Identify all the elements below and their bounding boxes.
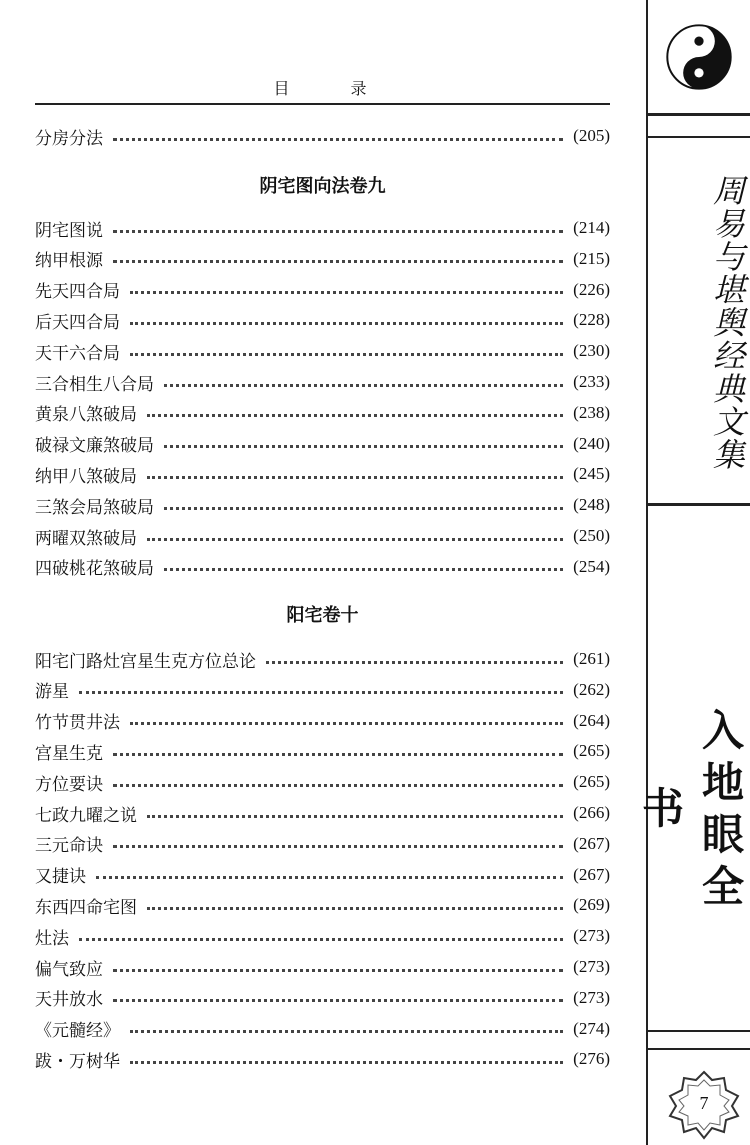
toc-entry-page: (226) [573, 279, 610, 299]
toc-entry [35, 398, 610, 428]
toc-entry [35, 798, 610, 828]
toc-entry [35, 121, 610, 151]
dot-leader [266, 661, 563, 664]
toc-entry-title: 三合相生八合局 [35, 374, 154, 395]
toc-entry-page: (238) [573, 402, 610, 422]
toc-entry-page: (265) [573, 741, 610, 761]
toc-entry [35, 983, 610, 1013]
toc-entry-title: 纳甲根源 [35, 251, 103, 272]
dot-leader [147, 476, 563, 479]
toc-entry-page: (273) [573, 957, 610, 976]
sidebar-divider [646, 1030, 750, 1032]
dot-leader [113, 969, 563, 972]
toc-entry [35, 1044, 610, 1074]
dot-leader [113, 753, 563, 756]
dot-leader [113, 260, 563, 263]
page-header-title: 目 录 [273, 79, 395, 98]
dot-leader [130, 353, 563, 356]
toc-entry-page: (233) [573, 372, 610, 391]
dot-leader [147, 538, 563, 541]
toc-entry-title: 《元髓经》 [35, 1021, 120, 1042]
dot-leader [113, 138, 563, 141]
dot-leader [113, 784, 563, 787]
sidebar-divider [646, 1048, 750, 1050]
toc-entry-title: 又捷诀 [35, 867, 86, 888]
toc-entry [35, 244, 610, 274]
sidebar-divider [646, 503, 750, 506]
toc-entry-page: (261) [573, 649, 610, 668]
toc-entry-title: 偏气致应 [35, 959, 103, 980]
toc-entry-title: 竹节贯井法 [35, 713, 120, 734]
toc-entry [35, 952, 610, 982]
toc-entry [35, 767, 610, 797]
section-heading-9: 阴宅图向法卷九 [259, 176, 386, 197]
dot-leader [147, 414, 563, 417]
toc-entry-page: (266) [573, 803, 610, 822]
sidebar-divider [646, 136, 750, 138]
toc-entry [35, 736, 610, 766]
toc-entry-title: 天井放水 [35, 990, 103, 1011]
toc-entry-page: (248) [573, 495, 610, 515]
toc-entry-title: 分房分法 [35, 128, 103, 149]
toc-entry-page: (230) [573, 341, 610, 361]
dot-leader [130, 291, 563, 294]
toc-entry [35, 429, 610, 459]
toc-entry-page: (214) [573, 218, 610, 237]
toc-entry [35, 1014, 610, 1044]
dot-leader [164, 384, 563, 387]
yin-yang-icon [666, 24, 732, 90]
toc-entry-page: (273) [573, 987, 610, 1007]
toc-entry-page: (205) [573, 126, 610, 145]
toc-entry-page: (254) [573, 556, 610, 576]
dot-leader [96, 876, 563, 879]
dot-leader [130, 322, 563, 325]
toc-entry-title: 黄泉八煞破局 [35, 405, 137, 426]
toc-entry-title: 七政九曜之说 [35, 805, 137, 826]
toc-entry-page: (276) [573, 1049, 610, 1069]
toc-entry [35, 921, 610, 951]
toc-entry-page: (265) [573, 772, 610, 792]
dot-leader [130, 1030, 563, 1033]
toc-entry-title: 先天四合局 [35, 282, 120, 303]
dot-leader [164, 507, 563, 510]
toc-entry [35, 860, 610, 890]
toc-entry-title: 灶法 [35, 928, 69, 949]
toc-entry [35, 305, 610, 335]
dot-leader [147, 815, 563, 818]
series-title: 周易与堪舆经典文集 [708, 173, 746, 471]
toc-entry [35, 275, 610, 305]
dot-leader [79, 938, 563, 941]
toc-entry [35, 890, 610, 920]
toc-entry [35, 367, 610, 397]
dot-leader [113, 230, 563, 233]
toc-entry-title: 阴宅图说 [35, 220, 103, 241]
toc-entry-title: 两曜双煞破局 [35, 528, 137, 549]
header-divider [35, 103, 610, 105]
section-heading-10: 阳宅卷十 [286, 605, 359, 626]
toc-entry-page: (228) [573, 310, 610, 330]
toc-entry [35, 829, 610, 859]
toc-entry [35, 490, 610, 520]
toc-entry [35, 459, 610, 489]
toc-entry-page: (267) [573, 864, 610, 884]
dot-leader [113, 845, 563, 848]
toc-entry-page: (264) [573, 710, 610, 730]
toc-entry-title: 四破桃花煞破局 [35, 559, 154, 580]
dot-leader [164, 568, 563, 571]
sidebar [636, 0, 750, 1145]
toc-entry [35, 336, 610, 366]
toc-entry-page: (215) [573, 248, 610, 268]
toc-entry [35, 706, 610, 736]
toc-entry-title: 跋・万树华 [35, 1051, 120, 1072]
book-title: 入地眼全书 [636, 708, 745, 916]
toc-entry-page: (269) [573, 895, 610, 915]
toc-entry [35, 213, 610, 243]
toc-entry-title: 宫星生克 [35, 743, 103, 764]
toc-entry-title: 东西四命宅图 [35, 897, 137, 918]
toc-entry [35, 552, 610, 582]
dot-leader [164, 445, 563, 448]
toc-entry-page: (245) [573, 464, 610, 484]
toc-entry-title: 后天四合局 [35, 312, 120, 333]
toc-entry [35, 521, 610, 551]
toc-entry-title: 三煞会局煞破局 [35, 497, 154, 518]
toc-entry-title: 游星 [35, 682, 69, 703]
dot-leader [79, 691, 563, 694]
toc-entry-page: (267) [573, 833, 610, 853]
dot-leader [130, 722, 563, 725]
toc-entry-title: 天干六合局 [35, 343, 120, 364]
toc-entry-page: (250) [573, 526, 610, 545]
dot-leader [130, 1061, 563, 1064]
toc-entry-title: 方位要诀 [35, 774, 103, 795]
page-number: 7 [699, 1093, 709, 1113]
toc-entry-title: 破禄文廉煞破局 [35, 436, 154, 457]
toc-entry-page: (262) [573, 679, 610, 699]
toc-entry-page: (274) [573, 1018, 610, 1038]
toc-entry-page: (240) [573, 433, 610, 453]
dot-leader [113, 999, 563, 1002]
toc-entry [35, 644, 610, 674]
toc-entry-title: 阳宅门路灶宫星生克方位总论 [35, 651, 256, 672]
sidebar-divider [646, 113, 750, 116]
toc-entry-title: 三元命诀 [35, 836, 103, 857]
toc-entry-page: (273) [573, 926, 610, 946]
dot-leader [147, 907, 563, 910]
toc-entry-title: 纳甲八煞破局 [35, 466, 137, 487]
toc-entry [35, 675, 610, 705]
